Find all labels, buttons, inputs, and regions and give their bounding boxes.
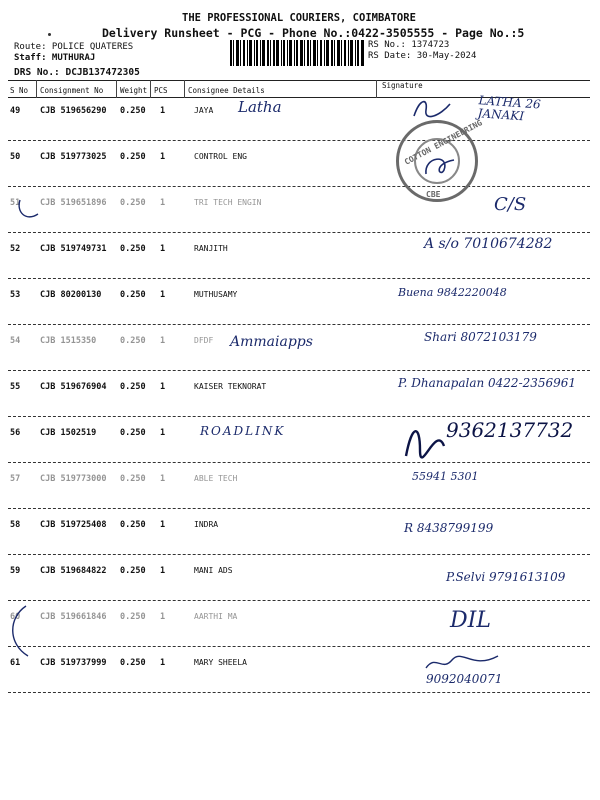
row-separator xyxy=(8,232,590,233)
row-consignment-no: CJB 519737999 xyxy=(40,658,107,668)
row-separator xyxy=(8,186,590,187)
row-weight: 0.250 xyxy=(120,428,146,438)
row-sno: 57 xyxy=(10,474,21,484)
row-pcs: 1 xyxy=(160,290,166,300)
row-separator xyxy=(8,508,590,509)
row-separator xyxy=(8,416,590,417)
handwritten-signature-57: 55941 5301 xyxy=(412,470,479,483)
row-consignee: RANJITH xyxy=(194,244,228,253)
handwritten-signature-49: LATHA 26 JANAKI xyxy=(477,93,542,124)
signature-scribble-56 xyxy=(402,420,448,460)
row-separator xyxy=(8,278,590,279)
col-header-weight: Weight xyxy=(120,86,148,95)
row-separator xyxy=(8,646,590,647)
row-consignment-no: CJB 519749731 xyxy=(40,244,107,254)
row-pcs: 1 xyxy=(160,474,166,484)
col-divider xyxy=(184,80,185,98)
row-pcs: 1 xyxy=(160,244,166,254)
row-pcs: 1 xyxy=(160,106,166,116)
row-separator xyxy=(8,462,590,463)
row-consignment-no: CJB 519684822 xyxy=(40,566,107,576)
row-consignee: JAYA xyxy=(194,106,214,115)
row-sno: 55 xyxy=(10,382,21,392)
row-consignment-no: CJB 519676904 xyxy=(40,382,107,392)
handwritten-name-49: Latha xyxy=(238,98,282,116)
row-consignee: KAISER TEKNORAT xyxy=(194,382,267,391)
handwritten-signature-52: A s/o 7010674282 xyxy=(424,236,553,252)
runsheet-subtitle: Delivery Runsheet - PCG - Phone No.:0422-3505555 - Page No.:5 xyxy=(102,26,525,40)
row-pcs: 1 xyxy=(160,382,166,392)
row-sno: 49 xyxy=(10,106,21,116)
col-divider xyxy=(150,80,151,98)
row-consignment-no: CJB 1515350 xyxy=(40,336,97,346)
row-pcs: 1 xyxy=(160,336,166,346)
row-sno: 61 xyxy=(10,658,21,668)
row-pcs: 1 xyxy=(160,520,166,530)
row-separator xyxy=(8,600,590,601)
row-weight: 0.250 xyxy=(120,658,146,668)
row-weight: 0.250 xyxy=(120,336,146,346)
row-pcs: 1 xyxy=(160,566,166,576)
rs-date: RS Date: 30-May-2024 xyxy=(368,51,477,61)
row-consignment-no: CJB 519656290 xyxy=(40,106,107,116)
row-consignee: ABLE TECH xyxy=(194,474,238,483)
speck xyxy=(48,33,51,36)
row-pcs: 1 xyxy=(160,152,166,162)
row-weight: 0.250 xyxy=(120,106,146,116)
row-consignment-no: CJB 80200130 xyxy=(40,290,102,300)
col-header-sno: S No xyxy=(10,86,29,95)
table-top-rule xyxy=(8,80,590,81)
row-sno: 50 xyxy=(10,152,21,162)
handwritten-signature-56: 9362137732 xyxy=(446,418,574,442)
row-sno: 51 xyxy=(10,198,21,208)
row-consignment-no: CJB 519773000 xyxy=(40,474,107,484)
row-separator xyxy=(8,140,590,141)
drs-number: DRS No.: DCJB137472305 xyxy=(14,67,140,78)
handwritten-signature-53: Buena 9842220048 xyxy=(398,286,507,299)
row-pcs: 1 xyxy=(160,198,166,208)
row-weight: 0.250 xyxy=(120,612,146,622)
handwritten-name-56: ROADLINK xyxy=(200,424,286,438)
handwritten-signature-51: C/S xyxy=(494,194,527,215)
row-sno: 56 xyxy=(10,428,21,438)
row-sno: 54 xyxy=(10,336,21,346)
signature-scribble-50 xyxy=(420,150,460,180)
staff-label: Staff: MUTHURAJ xyxy=(14,53,96,63)
handwritten-signature-60: DIL xyxy=(450,608,491,633)
row-weight: 0.250 xyxy=(120,382,146,392)
stamp-text-top: COTTON ENGINEERING xyxy=(402,118,484,167)
stamp-text-bottom: CBE xyxy=(426,190,441,199)
row-weight: 0.250 xyxy=(120,244,146,254)
col-divider xyxy=(376,80,377,98)
row-consignee: MANI ADS xyxy=(194,566,233,575)
company-title: THE PROFESSIONAL COURIERS, COIMBATORE xyxy=(182,12,416,24)
handwritten-signature-59: P.Selvi 9791613109 xyxy=(446,570,566,584)
margin-mark-51 xyxy=(14,196,44,226)
row-consignment-no: CJB 519773025 xyxy=(40,152,107,162)
row-consignee: TRI TECH ENGIN xyxy=(194,198,262,207)
row-sno: 52 xyxy=(10,244,21,254)
col-header-consignee: Consignee Details xyxy=(188,86,265,95)
handwritten-signature-55: P. Dhanapalan 0422-2356961 xyxy=(398,376,577,390)
row-consignee: INDRA xyxy=(194,520,219,529)
row-weight: 0.250 xyxy=(120,152,146,162)
col-divider xyxy=(116,80,117,98)
handwritten-signature-58: R 8438799199 xyxy=(404,521,494,535)
row-consignment-no: CJB 519725408 xyxy=(40,520,107,530)
row-pcs: 1 xyxy=(160,658,166,668)
handwritten-signature-61: 9092040071 xyxy=(426,672,503,686)
row-pcs: 1 xyxy=(160,428,166,438)
signature-scribble-61 xyxy=(422,652,502,674)
row-separator xyxy=(8,692,590,693)
row-weight: 0.250 xyxy=(120,566,146,576)
col-divider xyxy=(36,80,37,98)
row-consignment-no: CJB 519651896 xyxy=(40,198,107,208)
row-separator xyxy=(8,324,590,325)
row-weight: 0.250 xyxy=(120,474,146,484)
col-header-pcs: PCS xyxy=(154,86,168,95)
row-weight: 0.250 xyxy=(120,290,146,300)
row-pcs: 1 xyxy=(160,612,166,622)
row-separator xyxy=(8,554,590,555)
col-header-consignment: Consignment No xyxy=(40,86,104,95)
row-sno: 59 xyxy=(10,566,21,576)
row-consignee: MUTHUSAMY xyxy=(194,290,238,299)
row-sno: 53 xyxy=(10,290,21,300)
handwritten-signature-54: Shari 8072103179 xyxy=(424,330,537,344)
row-consignment-no: CJB 519661846 xyxy=(40,612,107,622)
row-consignee: AARTHI MA xyxy=(194,612,238,621)
signature-scribble-49 xyxy=(410,96,454,120)
row-consignment-no: CJB 1502519 xyxy=(40,428,97,438)
row-weight: 0.250 xyxy=(120,198,146,208)
row-consignee: CONTROL ENG xyxy=(194,152,247,161)
margin-mark-60 xyxy=(6,604,40,660)
row-sno: 58 xyxy=(10,520,21,530)
row-consignee: DFDF xyxy=(194,336,214,345)
handwritten-name-54: Ammaiapps xyxy=(230,334,313,350)
rs-number: RS No.: 1374723 xyxy=(368,40,450,50)
row-sno: 60 xyxy=(10,612,21,622)
row-separator xyxy=(8,370,590,371)
barcode-image xyxy=(230,40,364,66)
row-weight: 0.250 xyxy=(120,520,146,530)
route-label: Route: POLICE QUATERES xyxy=(14,42,134,52)
row-consignee: MARY SHEELA xyxy=(194,658,247,667)
col-header-signature: Signature xyxy=(382,81,423,90)
